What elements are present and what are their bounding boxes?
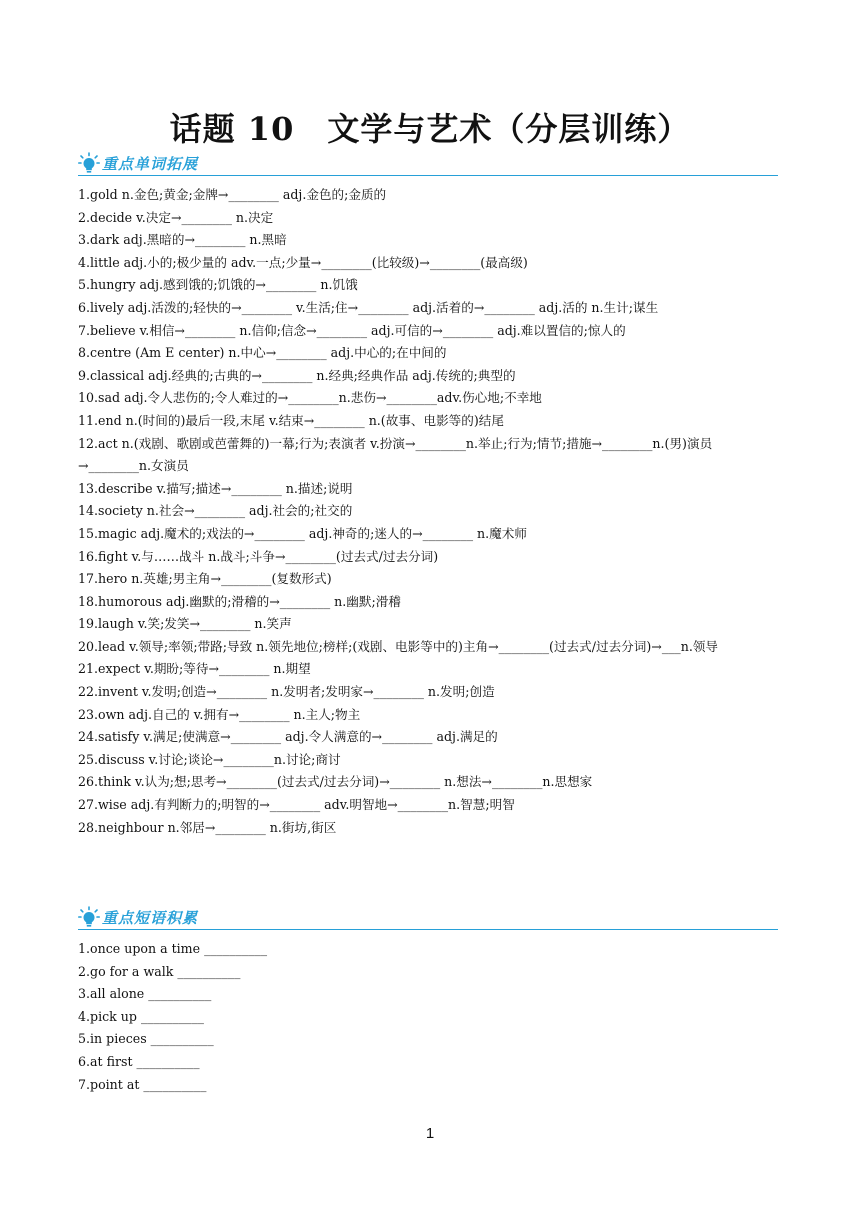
lightbulb-icon	[78, 152, 100, 176]
list-item: 3.dark adj.黑暗的→________ n.黑暗	[78, 232, 287, 248]
section-divider	[78, 175, 778, 176]
section-header-phrases	[78, 906, 778, 934]
list-item: 5.in pieces __________	[78, 1031, 214, 1047]
list-item: 1.gold n.金色;黄金;金牌→________ adj.金色的;金质的	[78, 187, 387, 202]
list-item: 13.describe v.描写;描述→________ n.描述;说明	[78, 480, 353, 496]
list-item: 24.satisfy v.满足;使满意→________ adj.令人满意的→________ adj.满足的	[78, 729, 498, 745]
list-item: 22.invent v.发明;创造→________ n.发明者;发明家→________ n.发明;创造	[78, 684, 495, 700]
word-list	[78, 184, 784, 839]
section-divider	[78, 929, 778, 930]
list-item: 2.go for a walk __________	[78, 963, 241, 979]
list-item: 25.discuss v.讨论;谈论→________n.讨论;商讨	[78, 751, 341, 767]
list-item: 4.little adj.小的;极少量的 adv.一点;少量→________(比较级)→________(最高级)	[78, 254, 528, 270]
list-item: 16.fight v.与……战斗 n.战斗;斗争→________(过去式/过去分词)	[78, 548, 439, 564]
page-title: 话题 10 文学与艺术（分层训练）	[169, 110, 691, 148]
list-item: 26.think v.认为;想;思考→________(过去式/过去分词)→________ n.想法→________n.思想家	[78, 774, 593, 790]
list-item: 4.pick up __________	[78, 1008, 204, 1024]
list-item: 11.end n.(时间的)最后一段,末尾 v.结束→________ n.(故事、电影等的)结尾	[78, 412, 504, 428]
list-item: 21.expect v.期盼;等待→________ n.期望	[78, 661, 311, 677]
list-item: 6.lively adj.活泼的;轻快的→________ v.生活;住→________ adj.活着的→________ adj.活的 n.生计;谋生	[78, 299, 659, 315]
list-item: 23.own adj.自己的 v.拥有→________ n.主人;物主	[78, 706, 361, 722]
list-item: 12.act n.(戏剧、歌剧或芭蕾舞的)一幕;行为;表演者 v.扮演→________n.举止;行为;情节;措施→________n.(男)演员→________n.女演员	[78, 435, 713, 474]
list-item: 7.believe v.相信→________ n.信仰;信念→________ adj.可信的→________ adj.难以置信的;惊人的	[78, 322, 626, 338]
list-item: 2.decide v.决定→________ n.决定	[78, 209, 274, 225]
list-item: 19.laugh v.笑;发笑→________ n.笑声	[78, 616, 292, 632]
lightbulb-icon	[78, 906, 100, 930]
list-item: 5.hungry adj.感到饿的;饥饿的→________ n.饥饿	[78, 277, 358, 293]
list-item: 6.at first __________	[78, 1053, 200, 1069]
list-item: 15.magic adj.魔术的;戏法的→________ adj.神奇的;迷人的→________ n.魔术师	[78, 525, 527, 541]
section-title-phrases: 重点短语积累	[102, 909, 199, 927]
list-item: 7.point at __________	[78, 1076, 207, 1092]
list-item: 17.hero n.英雄;男主角→________(复数形式)	[78, 571, 332, 587]
section-title-words: 重点单词拓展	[102, 155, 199, 173]
list-item: 18.humorous adj.幽默的;滑稽的→________ n.幽默;滑稽	[78, 593, 401, 609]
list-item: 3.all alone __________	[78, 986, 212, 1002]
list-item: 28.neighbour n.邻居→________ n.街坊,街区	[78, 819, 337, 835]
phrase-list	[78, 938, 784, 1096]
list-item: 8.centre (Am E center) n.中心→________ adj.中心的;在中间的	[78, 345, 447, 361]
list-item: 9.classical adj.经典的;古典的→________ n.经典;经典作品 adj.传统的;典型的	[78, 367, 516, 383]
list-item: 14.society n.社会→________ adj.社会的;社交的	[78, 503, 353, 519]
section-header-words	[78, 152, 778, 180]
list-item: 1.once upon a time __________	[78, 941, 268, 956]
list-item: 20.lead v.领导;率领;带路;导致 n.领先地位;榜样;(戏剧、电影等中的)主角→________(过去式/过去分词)→___n.领导	[78, 638, 719, 654]
page-number: 1	[425, 1125, 435, 1142]
list-item: 10.sad adj.令人悲伤的;令人难过的→________n.悲伤→________adv.伤心地;不幸地	[78, 390, 542, 406]
list-item: 27.wise adj.有判断力的;明智的→________ adv.明智地→________n.智慧;明智	[78, 797, 515, 813]
